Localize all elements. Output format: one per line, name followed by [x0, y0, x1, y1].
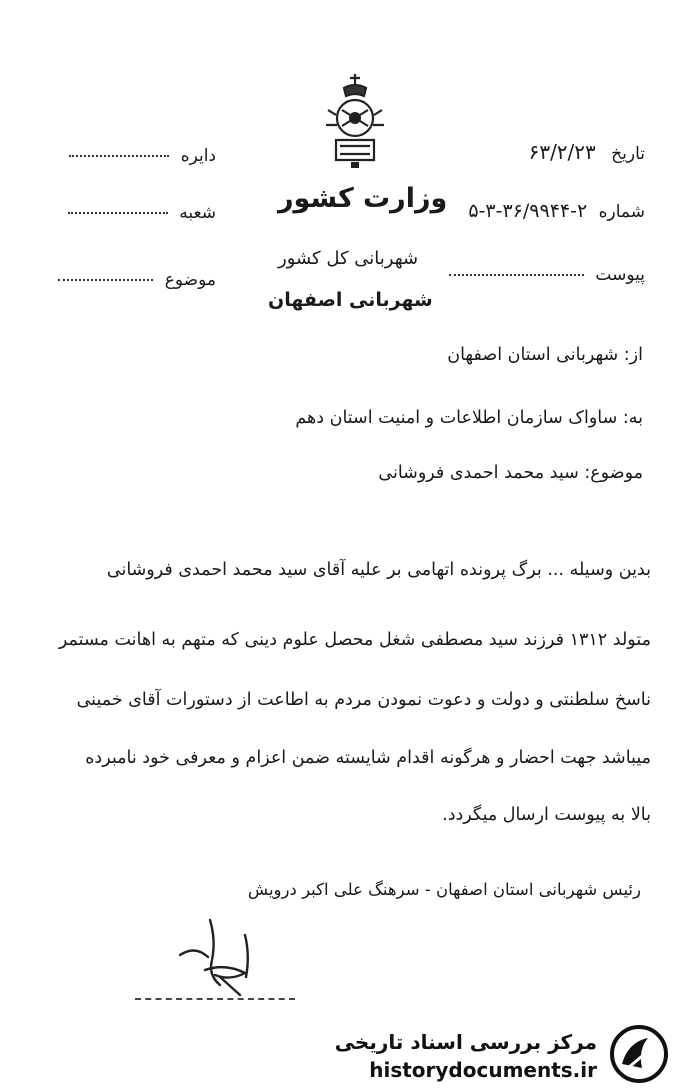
signature-underline	[135, 998, 295, 1000]
signatory-line: رئیس شهربانی استان اصفهان - سرهنگ علی اکبر درویش	[247, 880, 641, 899]
division-dots	[69, 155, 169, 157]
division-field	[66, 146, 216, 166]
division-label: دایره	[180, 146, 216, 166]
archive-url: historydocuments.ir	[369, 1058, 597, 1082]
date-field	[529, 140, 645, 164]
archive-name: مرکز بررسی اسناد تاریخی	[334, 1030, 597, 1054]
branch-field	[66, 203, 216, 223]
attachment-dots	[449, 274, 584, 276]
number-value: ۲-۳۶/۹۹۴۴-۳-۵	[468, 200, 588, 222]
body-line: بدین وسیله ... برگ پرونده اتهامی بر علیه آقای سید محمد احمدی فروشانی	[106, 560, 651, 580]
branch-label: شعبه	[179, 203, 216, 223]
handwritten-signature-icon	[150, 915, 280, 1010]
letter-to: به: ساواک سازمان اطلاعات و امنیت استان دهم	[295, 408, 643, 428]
letter-subject: موضوع: سید محمد احمدی فروشانی	[378, 463, 643, 483]
attachment-label: پیوست	[595, 265, 645, 285]
body-line: بالا به پیوست ارسال میگردد.	[442, 805, 651, 825]
lion-and-sun-emblem-icon	[318, 70, 392, 170]
topic-dots	[58, 279, 153, 281]
department-title: شهربانی اصفهان	[268, 289, 433, 311]
date-value: ۶۳/۲/۲۳	[528, 140, 596, 164]
number-label: شماره	[598, 202, 645, 222]
body-line: متولد ۱۳۱۲ فرزند سید مصطفی شغل محصل علوم دینی که متهم به اهانت مستمر	[58, 630, 651, 650]
police-subtitle: شهربانی کل کشور	[278, 248, 419, 269]
attachment-field	[449, 265, 645, 285]
topic-field	[66, 270, 216, 290]
body-line: ناسخ سلطنتی و دولت و دعوت نمودن مردم به اطاعت از دستورات آقای خمینی	[76, 690, 651, 710]
archive-logo-icon	[608, 1024, 670, 1084]
number-field	[468, 200, 645, 222]
body-line: میباشد جهت احضار و هرگونه اقدام شایسته ضمن اعزام و معرفی خود نامبرده	[85, 748, 651, 768]
letter-from: از: شهربانی استان اصفهان	[447, 345, 643, 365]
topic-label: موضوع	[164, 270, 216, 290]
date-label: تاریخ	[611, 144, 645, 164]
branch-dots	[68, 212, 168, 214]
ministry-title: وزارت کشور	[278, 183, 448, 214]
